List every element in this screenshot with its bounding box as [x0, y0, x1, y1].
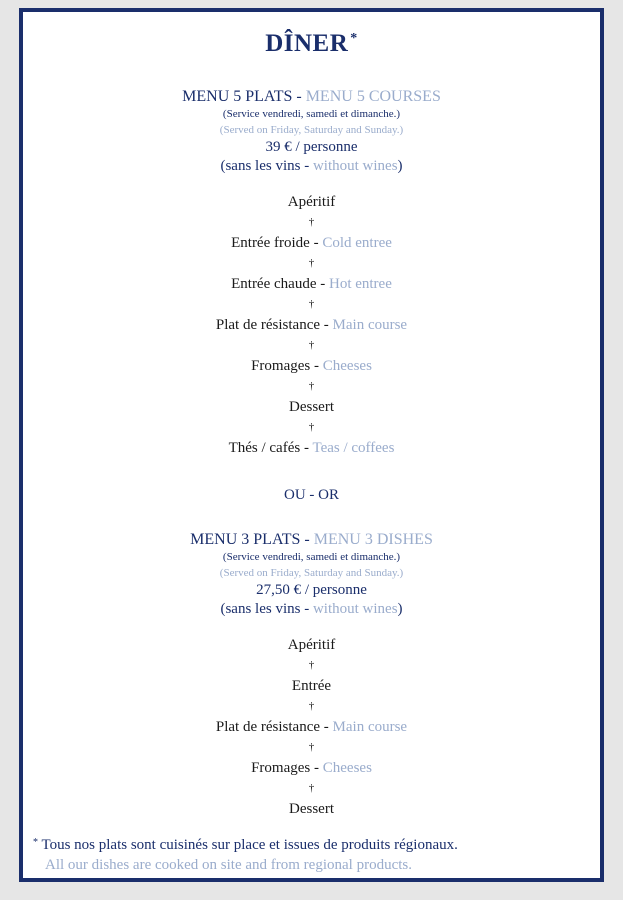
- menu-content: [23, 12, 600, 878]
- course-name-en: Cheeses: [322, 760, 372, 776]
- page-title: [23, 30, 600, 58]
- course-separator: -: [320, 317, 333, 333]
- menu3-heading-sep: -: [300, 531, 314, 548]
- course-name-en: Cold entree: [322, 235, 392, 251]
- menu5-wines: [23, 158, 600, 175]
- course-item: [23, 760, 600, 777]
- course-item: [23, 276, 600, 293]
- course-name-fr: Dessert: [289, 399, 334, 415]
- title-text: DÎNER: [265, 30, 349, 57]
- course-name-fr: Dessert: [289, 801, 334, 817]
- dagger-separator: †: [308, 216, 315, 228]
- menu-card: [19, 8, 604, 882]
- menu3-service-fr: (Service vendredi, samedi et dimanche.): [222, 551, 401, 563]
- menu5-heading-fr: MENU 5 PLATS: [182, 88, 293, 105]
- course-name-en: Hot entree: [328, 276, 392, 292]
- course-name-fr: Entrée: [291, 678, 332, 694]
- course-item: [23, 194, 600, 211]
- course-separator: -: [320, 719, 333, 735]
- course-item: [23, 440, 600, 457]
- dagger-separator: †: [308, 782, 315, 794]
- menu5-heading-sep: -: [292, 88, 306, 105]
- course-item: [23, 637, 600, 654]
- footnote-mark: *: [33, 837, 38, 848]
- course-name-fr: Plat de résistance: [215, 719, 321, 735]
- menu5-service-en: (Served on Friday, Saturday and Sunday.): [219, 124, 404, 136]
- menu5-wines-suffix: ): [397, 158, 403, 174]
- dagger-separator: †: [308, 741, 315, 753]
- menu3-heading-fr: MENU 3 PLATS: [190, 531, 301, 548]
- course-separator: -: [316, 276, 329, 292]
- menu5-heading: [23, 88, 600, 106]
- menu3-heading-en: MENU 3 DISHES: [313, 531, 433, 548]
- menu3-wines-en: without wines: [312, 601, 398, 617]
- footnote-fr-text: Tous nos plats sont cuisinés sur place et issues de produits régionaux.: [38, 837, 458, 853]
- dagger-separator: †: [308, 659, 315, 671]
- course-separator: -: [300, 440, 313, 456]
- course-separator: -: [310, 358, 323, 374]
- dagger-separator: †: [308, 421, 315, 433]
- course-separator: -: [310, 760, 323, 776]
- course-name-fr: Apéritif: [287, 194, 336, 210]
- menu3-wines-prefix: (sans les vins -: [220, 601, 313, 617]
- course-name-fr: Entrée froide: [231, 235, 310, 251]
- menu5-service-fr: (Service vendredi, samedi et dimanche.): [222, 108, 401, 120]
- course-item: [23, 317, 600, 334]
- course-item: [23, 678, 600, 695]
- course-name-en: Teas / coffees: [312, 440, 395, 456]
- title-asterisk: *: [350, 31, 358, 46]
- course-name-en: Main course: [332, 719, 408, 735]
- course-item: [23, 235, 600, 252]
- dagger-separator: †: [308, 298, 315, 310]
- or-separator: OU - OR: [284, 487, 339, 503]
- menu3-price: 27,50 € / personne: [256, 582, 367, 598]
- course-name-fr: Entrée chaude: [231, 276, 317, 292]
- course-item: [23, 719, 600, 736]
- course-item: [23, 801, 600, 818]
- menu3-heading: [23, 531, 600, 549]
- course-separator: -: [309, 235, 323, 251]
- menu5-wines-en: without wines: [312, 158, 398, 174]
- course-name-fr: Thés / cafés: [228, 440, 301, 456]
- course-item: [23, 399, 600, 416]
- course-name-fr: Apéritif: [287, 637, 336, 653]
- course-name-fr: Fromages: [251, 358, 311, 374]
- course-name-en: Cheeses: [322, 358, 372, 374]
- dagger-separator: †: [308, 700, 315, 712]
- dagger-separator: †: [308, 380, 315, 392]
- footnote-en: All our dishes are cooked on site and from regional products.: [45, 857, 412, 873]
- menu5-wines-prefix: (sans les vins -: [220, 158, 313, 174]
- footnote-fr: [33, 837, 458, 854]
- course-name-en: Main course: [332, 317, 408, 333]
- course-name-fr: Fromages: [251, 760, 311, 776]
- menu5-price: 39 € / personne: [265, 139, 358, 155]
- menu3-wines-suffix: ): [397, 601, 403, 617]
- menu3-wines: [23, 601, 600, 618]
- course-item: [23, 358, 600, 375]
- dagger-separator: †: [308, 339, 315, 351]
- dagger-separator: †: [308, 257, 315, 269]
- menu3-service-en: (Served on Friday, Saturday and Sunday.): [219, 567, 404, 579]
- course-name-fr: Plat de résistance: [215, 317, 321, 333]
- menu5-heading-en: MENU 5 COURSES: [305, 88, 441, 105]
